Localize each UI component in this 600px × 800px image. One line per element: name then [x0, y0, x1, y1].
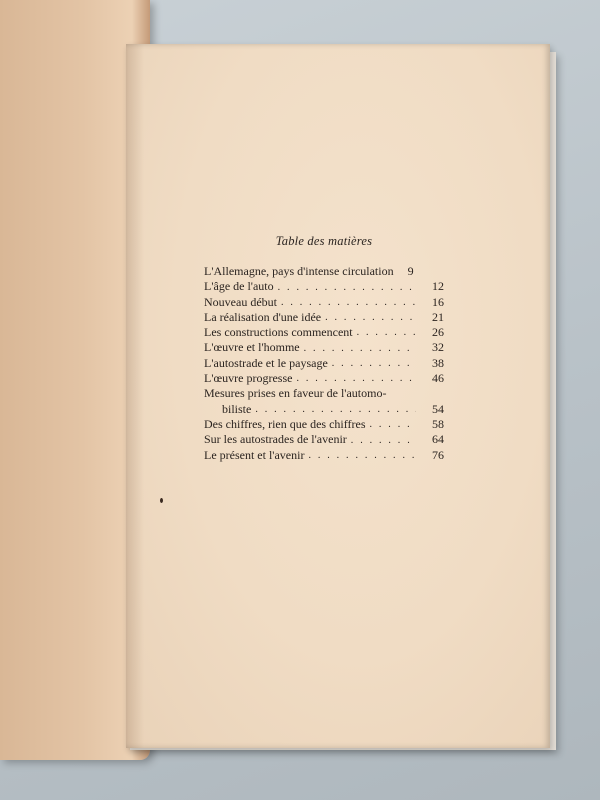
toc-entry-title: L'œuvre progresse	[204, 371, 293, 386]
toc-entry-page: 9	[407, 264, 414, 278]
toc-entry-page: 38	[432, 355, 444, 370]
toc-entry-title: Mesures prises en faveur de l'automo-	[204, 386, 387, 401]
toc-entry-page: 32	[432, 340, 444, 355]
toc-entry-title: La réalisation d'une idée	[204, 309, 322, 324]
toc-entry-page: 26	[432, 325, 444, 340]
leader-dots	[255, 402, 416, 417]
toc-entry	[204, 279, 444, 294]
toc-entry-title: L'Allemagne, pays d'intense circulation	[204, 264, 394, 278]
leader-dots	[304, 341, 416, 356]
toc-entry-title: Les constructions commencent	[204, 325, 353, 340]
toc-entry-continuation	[204, 402, 444, 417]
leader-dots	[332, 356, 416, 371]
toc-entry-page: 54	[432, 401, 444, 416]
toc-entry-title: Sur les autostrades de l'avenir	[204, 432, 347, 447]
toc-entry-page: 21	[432, 309, 444, 324]
toc-entry-title: L'autostrade et le paysage	[204, 355, 328, 370]
spine-shadow	[126, 44, 144, 748]
toc-entry	[204, 371, 444, 386]
toc-entry	[204, 264, 444, 279]
leader-dots	[281, 295, 416, 310]
toc-entry	[204, 448, 444, 463]
toc-entry-page: 58	[432, 416, 444, 431]
leader-dots	[325, 310, 416, 325]
toc-entry	[204, 417, 444, 432]
leader-dots	[370, 417, 417, 432]
toc-title: Table des matières	[275, 234, 373, 248]
leader-dots	[308, 448, 416, 463]
table-of-contents	[204, 234, 444, 463]
leader-dots	[278, 280, 416, 295]
toc-entry	[204, 295, 444, 310]
toc-entry-page: 46	[432, 371, 444, 386]
toc-entry-page: 64	[432, 432, 444, 447]
leader-dots	[351, 433, 416, 448]
toc-entry-title: Le présent et l'avenir	[204, 447, 305, 462]
book-page	[126, 44, 550, 748]
leader-dots	[357, 325, 416, 340]
toc-entry-title: L'âge de l'auto	[204, 279, 274, 294]
toc-entry-page: 16	[432, 294, 444, 309]
toc-entry	[204, 356, 444, 371]
toc-entry	[204, 432, 444, 447]
toc-entry	[204, 386, 444, 401]
toc-entry-page: 76	[432, 447, 444, 462]
toc-entry-page: 12	[432, 279, 444, 294]
toc-entry	[204, 310, 444, 325]
leader-dots	[296, 371, 416, 386]
toc-entry	[204, 325, 444, 340]
toc-entry-title-continued: biliste	[222, 401, 252, 416]
toc-entry-title: Des chiffres, rien que des chiffres	[204, 416, 366, 431]
toc-entry-title: L'œuvre et l'homme	[204, 340, 300, 355]
ink-speck	[160, 498, 163, 503]
toc-entry-title: Nouveau début	[204, 294, 277, 309]
toc-entry	[204, 340, 444, 355]
